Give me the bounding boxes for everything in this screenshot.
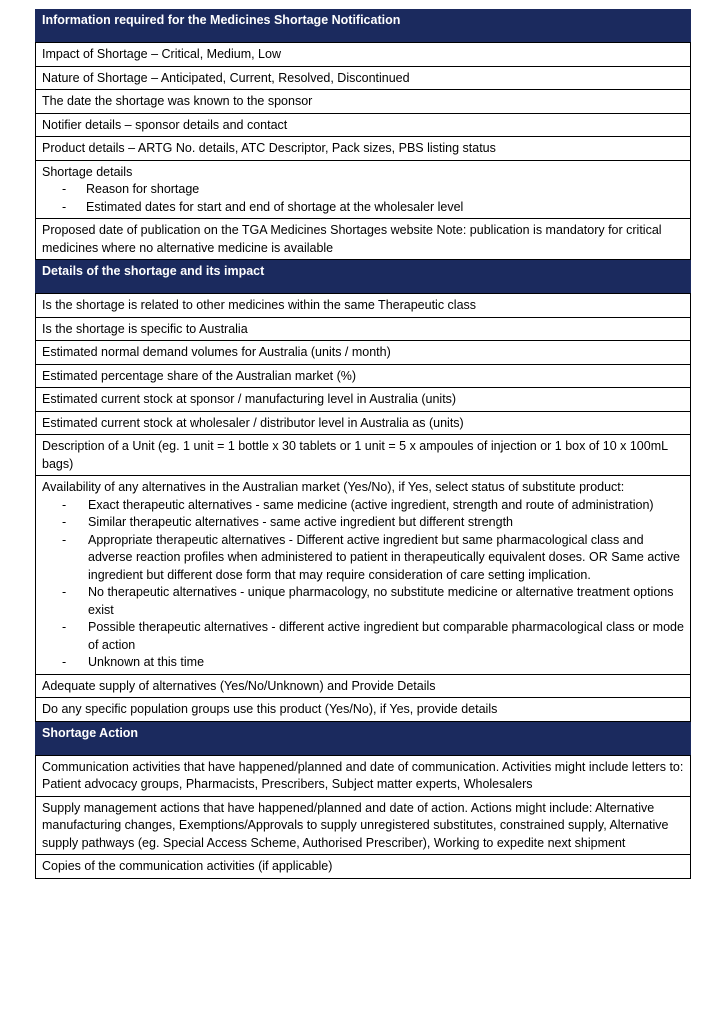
bullet-list — [42, 181, 684, 216]
table-row — [35, 114, 691, 138]
table-row — [35, 161, 691, 220]
row-text: Product details – ARTG No. details, ATC Descriptor, Pack sizes, PBS listing status — [42, 141, 496, 155]
table-row — [35, 388, 691, 412]
row-text: Proposed date of publication on the TGA Medicines Shortages website Note: publication is mandatory for critical medicines where no alternative medicine is available — [42, 223, 662, 255]
list-item: - No therapeutic alternatives - unique pharmacology, no substitute medicine or alternative treatment options exist — [42, 584, 684, 619]
table-row — [35, 219, 691, 260]
list-item: - Unknown at this time — [42, 654, 684, 672]
section-header: Shortage Action — [35, 722, 691, 755]
row-text: Estimated current stock at sponsor / manufacturing level in Australia (units) — [42, 392, 457, 406]
row-text: Is the shortage is specific to Australia — [42, 321, 248, 336]
row-text: Do any specific population groups use this product (Yes/No), if Yes, provide details — [42, 702, 498, 716]
table-row — [35, 698, 691, 722]
row-text: The date the shortage was known to the sponsor — [42, 94, 313, 108]
section-header: Information required for the Medicines Shortage Notification — [35, 9, 691, 42]
table-row — [35, 137, 691, 161]
table-row — [35, 412, 691, 436]
table-row — [35, 675, 691, 699]
row-text: Availability of any alternatives in the Australian market (Yes/No), if Yes, select status of substitute product: — [42, 480, 625, 494]
list-item: - Estimated dates for start and end of shortage at the wholesaler level — [42, 199, 684, 217]
row-text: Description of a Unit (eg. 1 unit = 1 bottle x 30 tablets or 1 unit = 5 x ampoules of injection or 1 box of 10 x 100mL bags) — [42, 439, 668, 471]
row-text: Estimated normal demand volumes for Australia (units / month) — [42, 345, 391, 359]
section-header: Details of the shortage and its impact — [35, 260, 691, 293]
row-text: Supply management actions that have happened/planned and date of action. Actions might include: Alternative manufacturing changes, Exemptions/Approvals to supply unregistered substitutes, constrained supply, Alternative supply pathways (eg. Special Access Scheme, Authorised Prescriber), Working to expedite next shipment — [42, 800, 669, 850]
row-text: Nature of Shortage – Anticipated, Current, Resolved, Discontinued — [42, 70, 410, 85]
table-row — [35, 476, 691, 675]
table-row — [35, 318, 691, 342]
table-row — [35, 90, 691, 114]
row-text: Is the shortage is related to other medicines within the same Therapeutic class — [42, 298, 477, 312]
row-text: Notifier details – sponsor details and contact — [42, 117, 288, 132]
bullet-list — [42, 497, 684, 672]
row-text: Shortage details — [42, 164, 133, 179]
list-item: - Similar therapeutic alternatives - same active ingredient but different strength — [42, 514, 684, 532]
table-row — [35, 293, 691, 318]
table-row — [35, 855, 691, 879]
table-row — [35, 67, 691, 91]
row-text: Adequate supply of alternatives (Yes/No/Unknown) and Provide Details — [42, 678, 436, 693]
row-text: Estimated current stock at wholesaler / distributor level in Australia as (units) — [42, 415, 464, 430]
table-row — [35, 797, 691, 856]
row-text: Copies of the communication activities (if applicable) — [42, 859, 333, 873]
table-row — [35, 42, 691, 67]
list-item: - Appropriate therapeutic alternatives - Different active ingredient but same pharmacological class and adverse reaction profiles when administered to patient in therapeutically equivalent doses. OR Same active ingredient but different dose form that may require consideration of care setting implication. — [42, 532, 684, 585]
row-text: Impact of Shortage – Critical, Medium, Low — [42, 47, 281, 61]
table-row — [35, 365, 691, 389]
list-item: - Exact therapeutic alternatives - same medicine (active ingredient, strength and route of administration) — [42, 497, 684, 515]
requirements-table — [35, 9, 691, 879]
table-row — [35, 755, 691, 797]
list-item: - Possible therapeutic alternatives - different active ingredient but comparable pharmacological class or mode of action — [42, 619, 684, 654]
row-text: Estimated percentage share of the Australian market (%) — [42, 368, 357, 383]
table-row — [35, 435, 691, 476]
row-text: Communication activities that have happened/planned and date of communication. Activities might include letters to: Patient advocacy groups, Pharmacists, Prescribers, Subject matter experts, Wholesalers — [42, 759, 684, 791]
list-item: - Reason for shortage — [42, 181, 684, 199]
table-row — [35, 341, 691, 365]
